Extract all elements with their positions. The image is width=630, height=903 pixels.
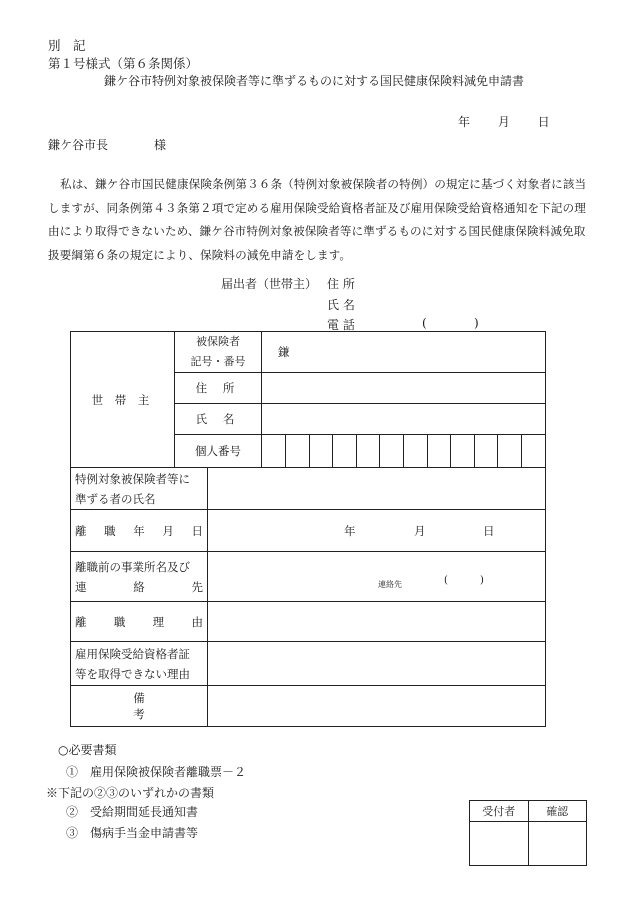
digit-box[interactable]	[262, 435, 286, 467]
retire-reason-field[interactable]	[208, 602, 546, 642]
digit-box[interactable]	[286, 435, 310, 467]
required-document-1: ① 雇用保険被保険者離職票－２	[66, 765, 247, 779]
required-document-3: ③ 傷病手当金申請書等	[66, 826, 199, 840]
digit-box[interactable]	[403, 435, 427, 467]
receiver-label: 受付者	[470, 801, 529, 822]
insured-number-label	[175, 332, 262, 373]
insured-number-label-line1: 被保険者	[196, 335, 240, 348]
application-statement: 私は、鎌ケ谷市国民健康保険条例第３６条（特例対象被保険者の特例）の規定に基づく対象者に該当しますが、同条例第４３条第２項で定める雇用保険受給資格者証及び雇用保険受給資格通知を下記の理由により取得できないため、鎌ケ谷市特例対象被保険者等に準ずるものに対する国民健康保険料減免取扱要綱第６条の規定により、保険料の減免申請をします。	[48, 177, 587, 262]
householder-address-field[interactable]	[262, 373, 546, 404]
applicant-tel-label: 電 話	[327, 318, 355, 332]
similar-person-label-line1: 特例対象被保険者等に	[75, 471, 190, 486]
digit-box[interactable]	[427, 435, 451, 467]
unable-reason-label-line2: 等を取得できない理由	[75, 666, 190, 681]
digit-box[interactable]	[309, 435, 333, 467]
digit-box[interactable]	[451, 435, 475, 467]
addressee-honorific: 様	[154, 138, 167, 152]
insured-number-label-line2: 記号・番号	[190, 355, 246, 368]
householder-address-label: 住 所	[175, 373, 262, 404]
required-document-2: ② 受給期間延長通知書	[66, 805, 199, 819]
applicant-address-label: 住 所	[327, 277, 355, 291]
retire-date-month: 月	[414, 524, 426, 538]
confirm-stamp-field[interactable]	[528, 822, 587, 866]
personal-number-digits	[262, 435, 545, 467]
unable-reason-label	[71, 642, 208, 686]
form-number: 第１号様式（第６条関係）	[48, 56, 199, 71]
confirm-label: 確認	[528, 801, 587, 822]
addressee	[48, 136, 166, 153]
applicant-tel-paren-open: (	[422, 316, 427, 330]
similar-person-label-line2: 準ずる者の氏名	[75, 491, 156, 506]
applicant-name-label: 氏 名	[327, 298, 355, 312]
householder-label: 世 帯 主	[71, 332, 175, 468]
contact-small-label: 連絡先	[378, 580, 402, 589]
digit-box[interactable]	[333, 435, 357, 467]
digit-box[interactable]	[356, 435, 380, 467]
retire-date-year: 年	[344, 524, 356, 538]
betsuki-heading: 別 記	[48, 38, 86, 53]
remarks-field[interactable]	[208, 686, 546, 727]
householder-name-field[interactable]	[262, 404, 546, 435]
prev-employer-label-line1: 離職前の事業所名及び	[75, 559, 190, 574]
date-line: 年 月 日	[458, 115, 550, 129]
addressee-name: 鎌ケ谷市長	[48, 138, 109, 152]
personal-number-field[interactable]	[262, 435, 546, 468]
digit-box[interactable]	[474, 435, 498, 467]
required-documents-note: ※下記の②③のいずれかの書類	[46, 786, 215, 800]
retire-date-day: 日	[483, 524, 495, 538]
insured-number-field[interactable]	[262, 332, 546, 373]
contact-paren-close: )	[480, 575, 484, 586]
insured-number-prefix: 鎌	[278, 345, 290, 359]
similar-person-label	[71, 468, 208, 510]
remarks-label: 備 考	[71, 686, 208, 727]
retire-date-label: 離職年月日	[71, 510, 208, 552]
contact-paren-open: (	[444, 575, 448, 586]
required-documents-heading: ○必要書類	[58, 743, 117, 757]
similar-person-name-field[interactable]	[208, 468, 546, 510]
applicant-label: 届出者（世帯主）	[221, 277, 318, 291]
householder-name-label: 氏 名	[175, 404, 262, 435]
document-title: 鎌ケ谷市特例対象被保険者等に準ずるものに対する国民健康保険料減免申請書	[104, 74, 525, 88]
retire-reason-label: 離職理由	[71, 602, 208, 642]
prev-employer-field[interactable]	[208, 552, 546, 602]
digit-box[interactable]	[380, 435, 404, 467]
retire-date-field[interactable]	[208, 510, 546, 552]
digit-box[interactable]	[521, 435, 545, 467]
prev-employer-label-line2: 連絡先	[75, 579, 203, 594]
unable-reason-label-line1: 雇用保険受給資格者証	[75, 646, 190, 661]
digit-box[interactable]	[498, 435, 522, 467]
application-table	[70, 331, 546, 727]
unable-reason-field[interactable]	[208, 642, 546, 686]
office-stamp-box	[469, 800, 587, 866]
receiver-stamp-field[interactable]	[470, 822, 529, 866]
prev-employer-label	[71, 552, 208, 602]
personal-number-label: 個人番号	[175, 435, 262, 468]
applicant-tel-paren-close: )	[474, 316, 479, 330]
